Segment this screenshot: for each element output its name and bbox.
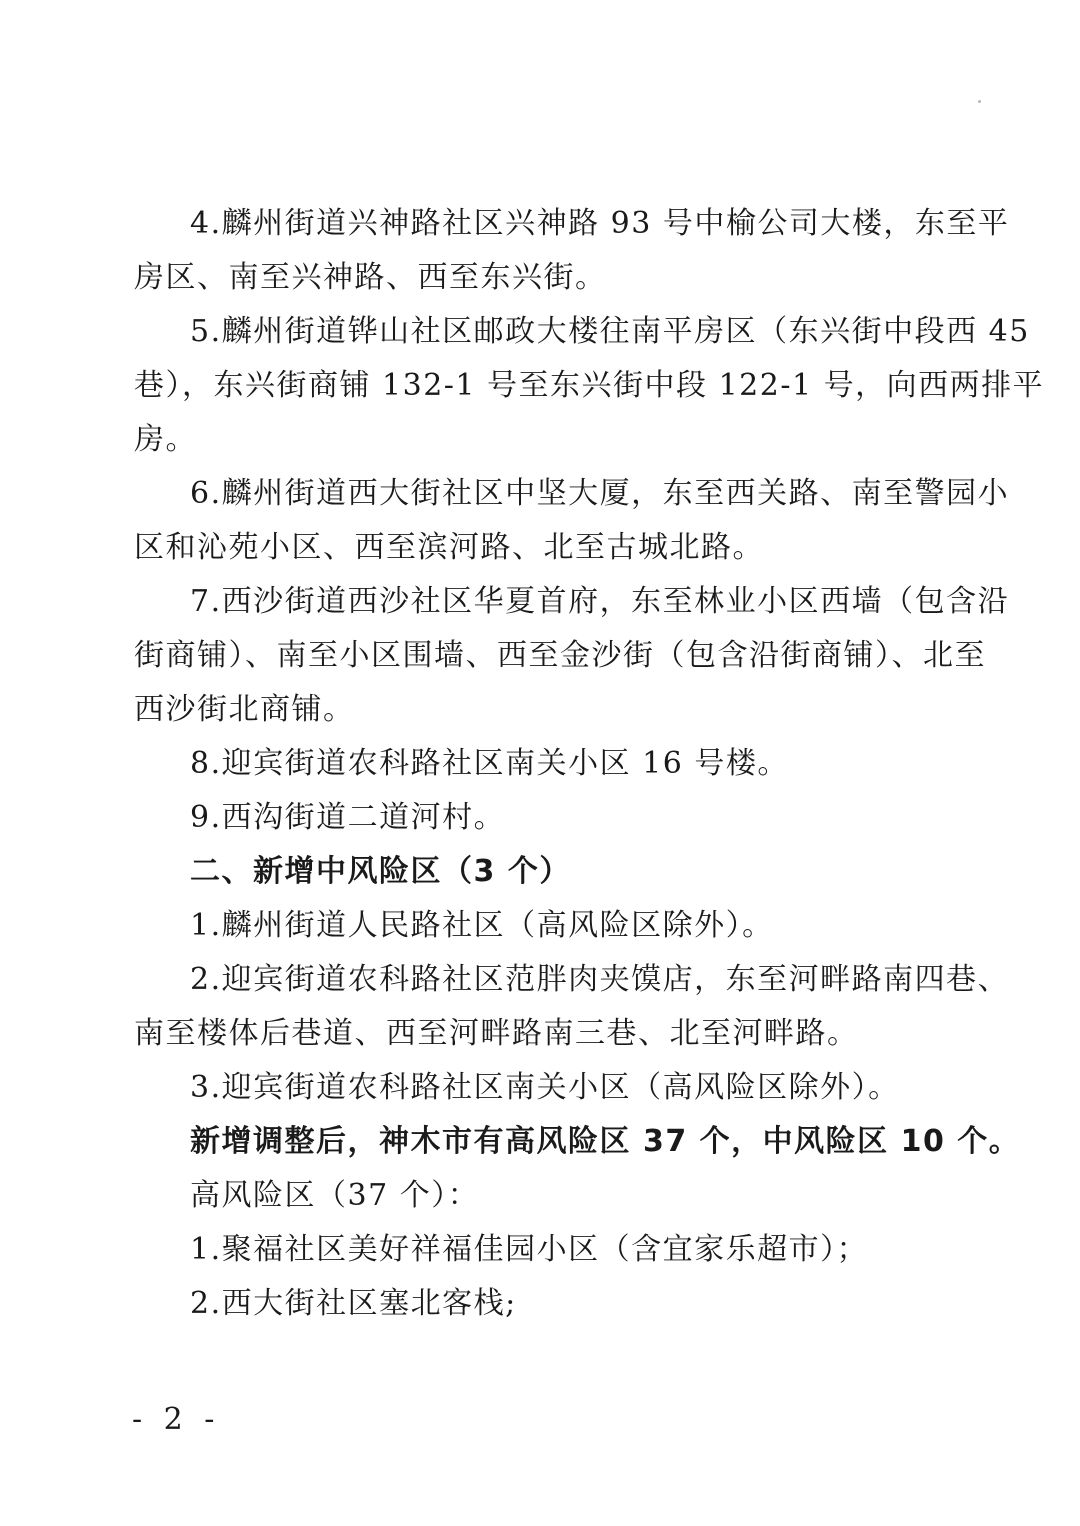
medium-item-1: 1.麟州街道人民路社区（高风险区除外）。 — [190, 908, 774, 943]
medium-item-2-line-2: 南至楼体后巷道、西至河畔路南三巷、北至河畔路。 — [134, 1016, 859, 1051]
item-4-line-1: 4.麟州街道兴神路社区兴神路 93 号中榆公司大楼，东至平 — [190, 206, 1010, 241]
section-2-heading: 二、新增中风险区（3 个） — [190, 854, 571, 889]
item-6-line-1: 6.麟州街道西大街社区中坚大厦，东至西关路、南至警园小 — [190, 476, 1010, 511]
medium-item-3: 3.迎宾街道农科路社区南关小区（高风险区除外）。 — [190, 1070, 900, 1105]
page-number: - 2 - — [132, 1402, 221, 1437]
item-4-line-2: 房区、南至兴神路、西至东兴街。 — [134, 260, 607, 295]
item-7-line-3: 西沙街北商铺。 — [134, 692, 355, 727]
item-7-line-1: 7.西沙街道西沙社区华夏首府，东至林业小区西墙（包含沿 — [190, 584, 1010, 619]
item-5-line-2: 巷），东兴街商铺 132-1 号至东兴街中段 122-1 号，向西两排平 — [134, 368, 1045, 403]
item-8: 8.迎宾街道农科路社区南关小区 16 号楼。 — [190, 746, 789, 781]
item-9: 9.西沟街道二道河村。 — [190, 800, 506, 835]
high-risk-heading: 高风险区（37 个）： — [190, 1178, 480, 1213]
high-item-1: 1.聚福社区美好祥福佳园小区（含宜家乐超市）； — [190, 1232, 869, 1267]
summary-text: 新增调整后，神木市有高风险区 37 个，中风险区 10 个。 — [190, 1124, 1021, 1159]
item-7-line-2: 街商铺）、南至小区围墙、西至金沙街（包含沿街商铺）、北至 — [134, 638, 986, 673]
item-5-line-1: 5.麟州街道铧山社区邮政大楼往南平房区（东兴街中段西 45 — [190, 314, 1030, 349]
medium-item-2-line-1: 2.迎宾街道农科路社区范胖肉夹馍店，东至河畔路南四巷、 — [190, 962, 1010, 997]
scan-speck — [978, 100, 981, 103]
item-6-line-2: 区和沁苑小区、西至滨河路、北至古城北路。 — [134, 530, 764, 565]
high-item-2: 2.西大街社区塞北客栈; — [190, 1286, 517, 1321]
item-5-line-3: 房。 — [134, 422, 197, 457]
